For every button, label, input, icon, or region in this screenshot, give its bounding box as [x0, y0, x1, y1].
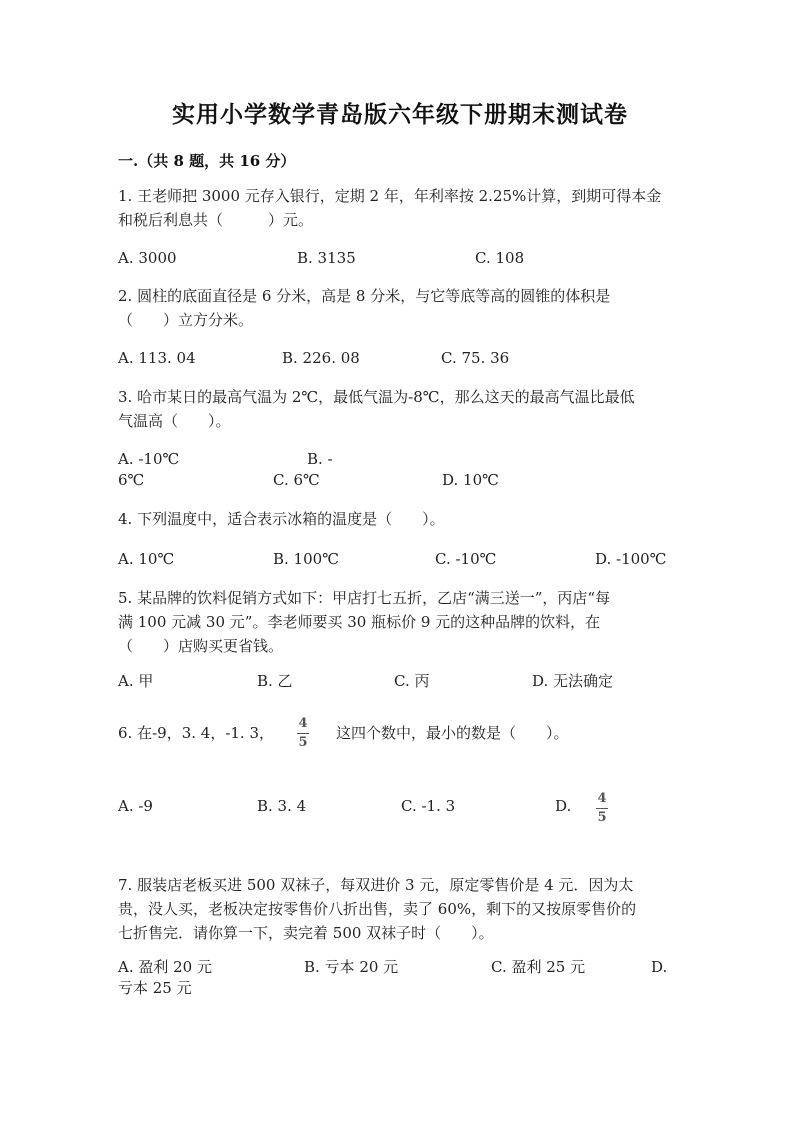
question-1-option-c: C. 108 — [475, 249, 525, 267]
question-6-option-b: B. 3. 4 — [257, 797, 307, 815]
question-6-option-a: A. -9 — [118, 797, 153, 815]
question-7-line-3: 七折售完．请你算一下，卖完着 500 双袜子时（ ）。 — [118, 924, 494, 942]
question-4-option-c: C. -10℃ — [435, 550, 497, 568]
question-4-option-d: D. -100℃ — [595, 550, 667, 568]
fraction-denominator: 5 — [298, 735, 308, 750]
question-1-line-2: 和税后利息共（ ）元。 — [118, 211, 314, 229]
question-6-text-prefix: 6. 在-9，3. 4，-1. 3， — [118, 724, 275, 742]
question-3-option-a: A. -10℃ — [118, 450, 180, 468]
question-5-option-a: A. 甲 — [118, 672, 154, 690]
question-4-line-1: 4. 下列温度中，适合表示冰箱的温度是（ ）。 — [118, 510, 445, 528]
fraction-denominator: 5 — [597, 810, 607, 825]
question-2-line-1: 2. 圆柱的底面直径是 6 分米，高是 8 分米，与它等底等高的圆锥的体积是 — [118, 287, 611, 305]
question-7-option-a: A. 盈利 20 元 — [118, 958, 212, 976]
question-6-text-suffix: 这四个数中，最小的数是（ ）。 — [336, 724, 569, 742]
question-3-line-1: 3. 哈市某日的最高气温为 2℃，最低气温为-8℃，那么这天的最高气温比最低 — [118, 388, 635, 406]
section-heading: 一.（共 8 题，共 16 分） — [118, 152, 296, 170]
question-6-fraction — [297, 717, 309, 750]
question-7-option-d: D. — [651, 958, 668, 976]
question-3-option-b: B. - — [307, 450, 333, 468]
question-6-option-d: D. — [555, 797, 572, 815]
question-5-option-c: C. 丙 — [394, 672, 430, 690]
fraction-numerator: 4 — [597, 791, 607, 806]
question-3-option-d: D. 10℃ — [442, 471, 499, 489]
fraction-bar — [297, 733, 309, 734]
question-1-line-1: 1. 王老师把 3000 元存入银行，定期 2 年，年利率按 2.25%计算，到期可得本金 — [118, 187, 662, 205]
question-3-line-2: 气温高（ ）。 — [118, 412, 231, 430]
question-7-option-c: C. 盈利 25 元 — [491, 958, 586, 976]
question-5-line-1: 5. 某品牌的饮料促销方式如下：甲店打七五折，乙店“满三送一”，丙店“每 — [118, 589, 611, 607]
question-1-option-b: B. 3135 — [297, 249, 356, 267]
fraction-bar — [596, 808, 608, 809]
question-2-option-a: A. 113. 04 — [118, 349, 196, 367]
question-5-line-3: （ ）店购买更省钱。 — [118, 637, 284, 655]
question-6-option-d-fraction — [596, 792, 608, 825]
question-5-option-d: D. 无法确定 — [532, 672, 614, 690]
question-4-option-b: B. 100℃ — [273, 550, 339, 568]
question-2-option-b: B. 226. 08 — [282, 349, 360, 367]
question-6-option-c: C. -1. 3 — [401, 797, 456, 815]
question-7-option-d-wrap: 亏本 25 元 — [118, 979, 192, 997]
question-4-option-a: A. 10℃ — [118, 550, 175, 568]
question-7-line-2: 贵，没人买，老板决定按零售价八折出售，卖了 60%，剩下的又按原零售价的 — [118, 900, 637, 918]
question-1 — [118, 184, 678, 232]
question-7-line-1: 7. 服装店老板买进 500 双袜子，每双进价 3 元，原定零售价是 4 元．因为太 — [118, 876, 634, 894]
question-3-option-c: C. 6℃ — [273, 471, 320, 489]
page-title: 实用小学数学青岛版六年级下册期末测试卷 — [172, 101, 628, 128]
question-7 — [118, 873, 678, 945]
question-3 — [118, 385, 678, 433]
question-5-option-b: B. 乙 — [257, 672, 293, 690]
question-3-option-b-wrap: 6℃ — [118, 471, 145, 489]
fraction-numerator: 4 — [298, 716, 308, 731]
question-5-line-2: 满 100 元减 30 元”。李老师要买 30 瓶标价 9 元的这种品牌的饮料，在 — [118, 613, 601, 631]
question-2-option-c: C. 75. 36 — [441, 349, 510, 367]
question-2 — [118, 284, 678, 332]
question-7-option-b: B. 亏本 20 元 — [304, 958, 399, 976]
question-5 — [118, 586, 678, 658]
question-4 — [118, 507, 678, 531]
question-2-line-2: （ ）立方分米。 — [118, 311, 254, 329]
question-1-option-a: A. 3000 — [118, 249, 177, 267]
